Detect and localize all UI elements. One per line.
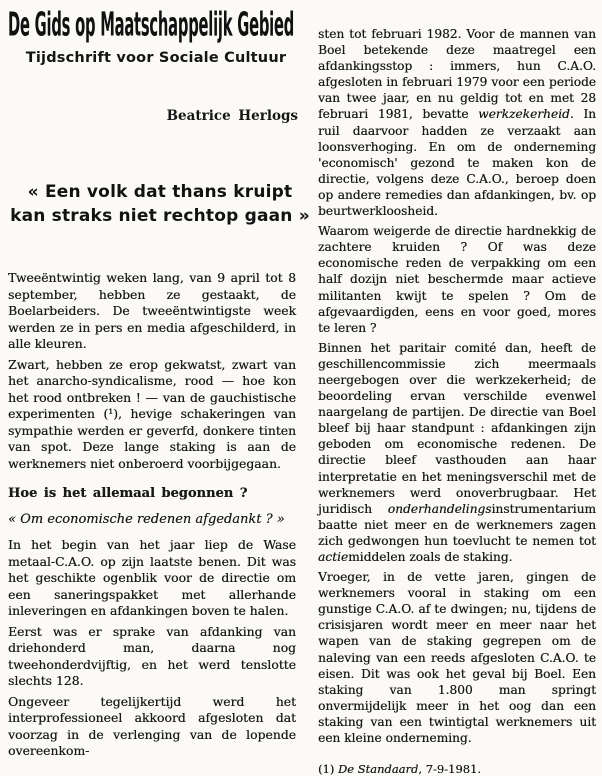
body-paragraph: In het begin van het jaar liep de Wase metaal-C.A.O. op zijn laatste benen. Dit was het geschikte ogenblik voor de directie om een saneringspakket met allerhande inleveringen en afdankingen boven te halen.: [8, 537, 296, 618]
italic-subheading: « Om economische redenen afgedankt ? »: [8, 512, 285, 527]
left-column-body: [8, 270, 312, 760]
body-paragraph: Eerst was er sprake van afdanking van driehonderd man, daarna nog tweehonderdvijftig, en het werd tenslotte slechts 128.: [8, 623, 296, 688]
footnote: (1) De Standaard, 7-9-1981.: [318, 762, 481, 776]
author-byline: Beatrice Herlogs: [166, 108, 298, 124]
magazine-title: De Gids op Maatschappelijk Gebied: [8, 6, 295, 44]
pull-quote-line-1: « Een volk dat thans kruipt: [27, 182, 293, 202]
body-paragraph: sten tot februari 1982. Voor de mannen van Boel betekende deze maatregel een afdankingsstop : immers, hun C.A.O. afgesloten in februari 1979 voor een periode van twee jaar, en nu geldig tot en met 28 februari 1981, bevatte werkzekerheid. In ruil daarvoor hadden ze verzaakt aan loonsverhoging. En om de onderneming 'economisch' gezond te maken kon de directie, volgens deze C.A.O., beroep doen op andere remedies dan afdankingen, bv. op beurtwerkloosheid.: [318, 27, 596, 219]
body-paragraph: Ongeveer tegelijkertijd werd het interprofessioneel akkoord afgesloten dat voorzag in de verlenging van de lopende overeenkom-: [8, 693, 296, 758]
left-column: [8, 6, 312, 764]
body-paragraph: Tweeëntwintig weken lang, van 9 april tot 8 september, hebben ze gestaakt, de Boelarbeiders. De tweeëntwintigste week werden ze in pers en media afgeschilderd, in alle kleuren.: [8, 270, 296, 351]
body-paragraph: Waarom weigerde de directie hardnekkig de zachtere kruiden ? Of was deze economische reden de verpakking om een half dozijn niet beschermde maar actieve militanten kwijt te spelen ? Om de afgevaardigden, eens en voor goed, mores te leren ?: [318, 224, 596, 335]
body-paragraph: Binnen het paritair comité dan, heeft de geschillencommissie zich meermaals neergebogen over die werkzekerheid; de beoordeling ervan verschilde evenwel naargelang de partijen. De directie van Boel bleef bij haar standpunt : afdankingen zijn geboden om economische redenen. De directie bleef vasthouden aan haar interpretatie en het meningsverschil met de werknemers werd onoverbrugbaar. Het juridisch onderhandelingsinstrumentarium baatte niet meer en de werknemers zagen zich gedwongen hun toevlucht te nemen tot actiemiddelen zoals de staking.: [318, 340, 596, 564]
pull-quote-line-2: kan straks niet rechtop gaan »: [10, 206, 310, 226]
masthead: [8, 6, 312, 48]
body-paragraph: Zwart, hebben ze erop gekwatst, zwart van het anarcho-syndicalisme, rood — hoe kon het rood ontbreken ! — van de gauchistische experimenten (¹), hevige schakeringen van sympathie werden er geverfd, donkere tinten van spot. Deze lange staking is aan de werknemers niet onberoerd voorbijgegaan.: [8, 356, 296, 471]
section-heading: Hoe is het allemaal begonnen ?: [8, 486, 248, 501]
pull-quote: [8, 180, 312, 228]
right-column: [318, 26, 596, 776]
body-paragraph: Vroeger, in de vette jaren, gingen de werknemers vooral in staking om een gunstige C.A.O. af te dwingen; nu, tijdens de crisisjaren wordt meer en meer naar het wapen van de staking gegrepen om de naleving van een reeds afgesloten C.A.O. te eisen. Dit was ook het geval bij Boel. Een staking van 1.800 man springt onvermijdelijk meer in het oog dan een staking van een twintigtal werknemers uit een kleine onderneming.: [318, 570, 596, 746]
magazine-subtitle: Tijdschrift voor Sociale Cultuur: [25, 50, 287, 66]
